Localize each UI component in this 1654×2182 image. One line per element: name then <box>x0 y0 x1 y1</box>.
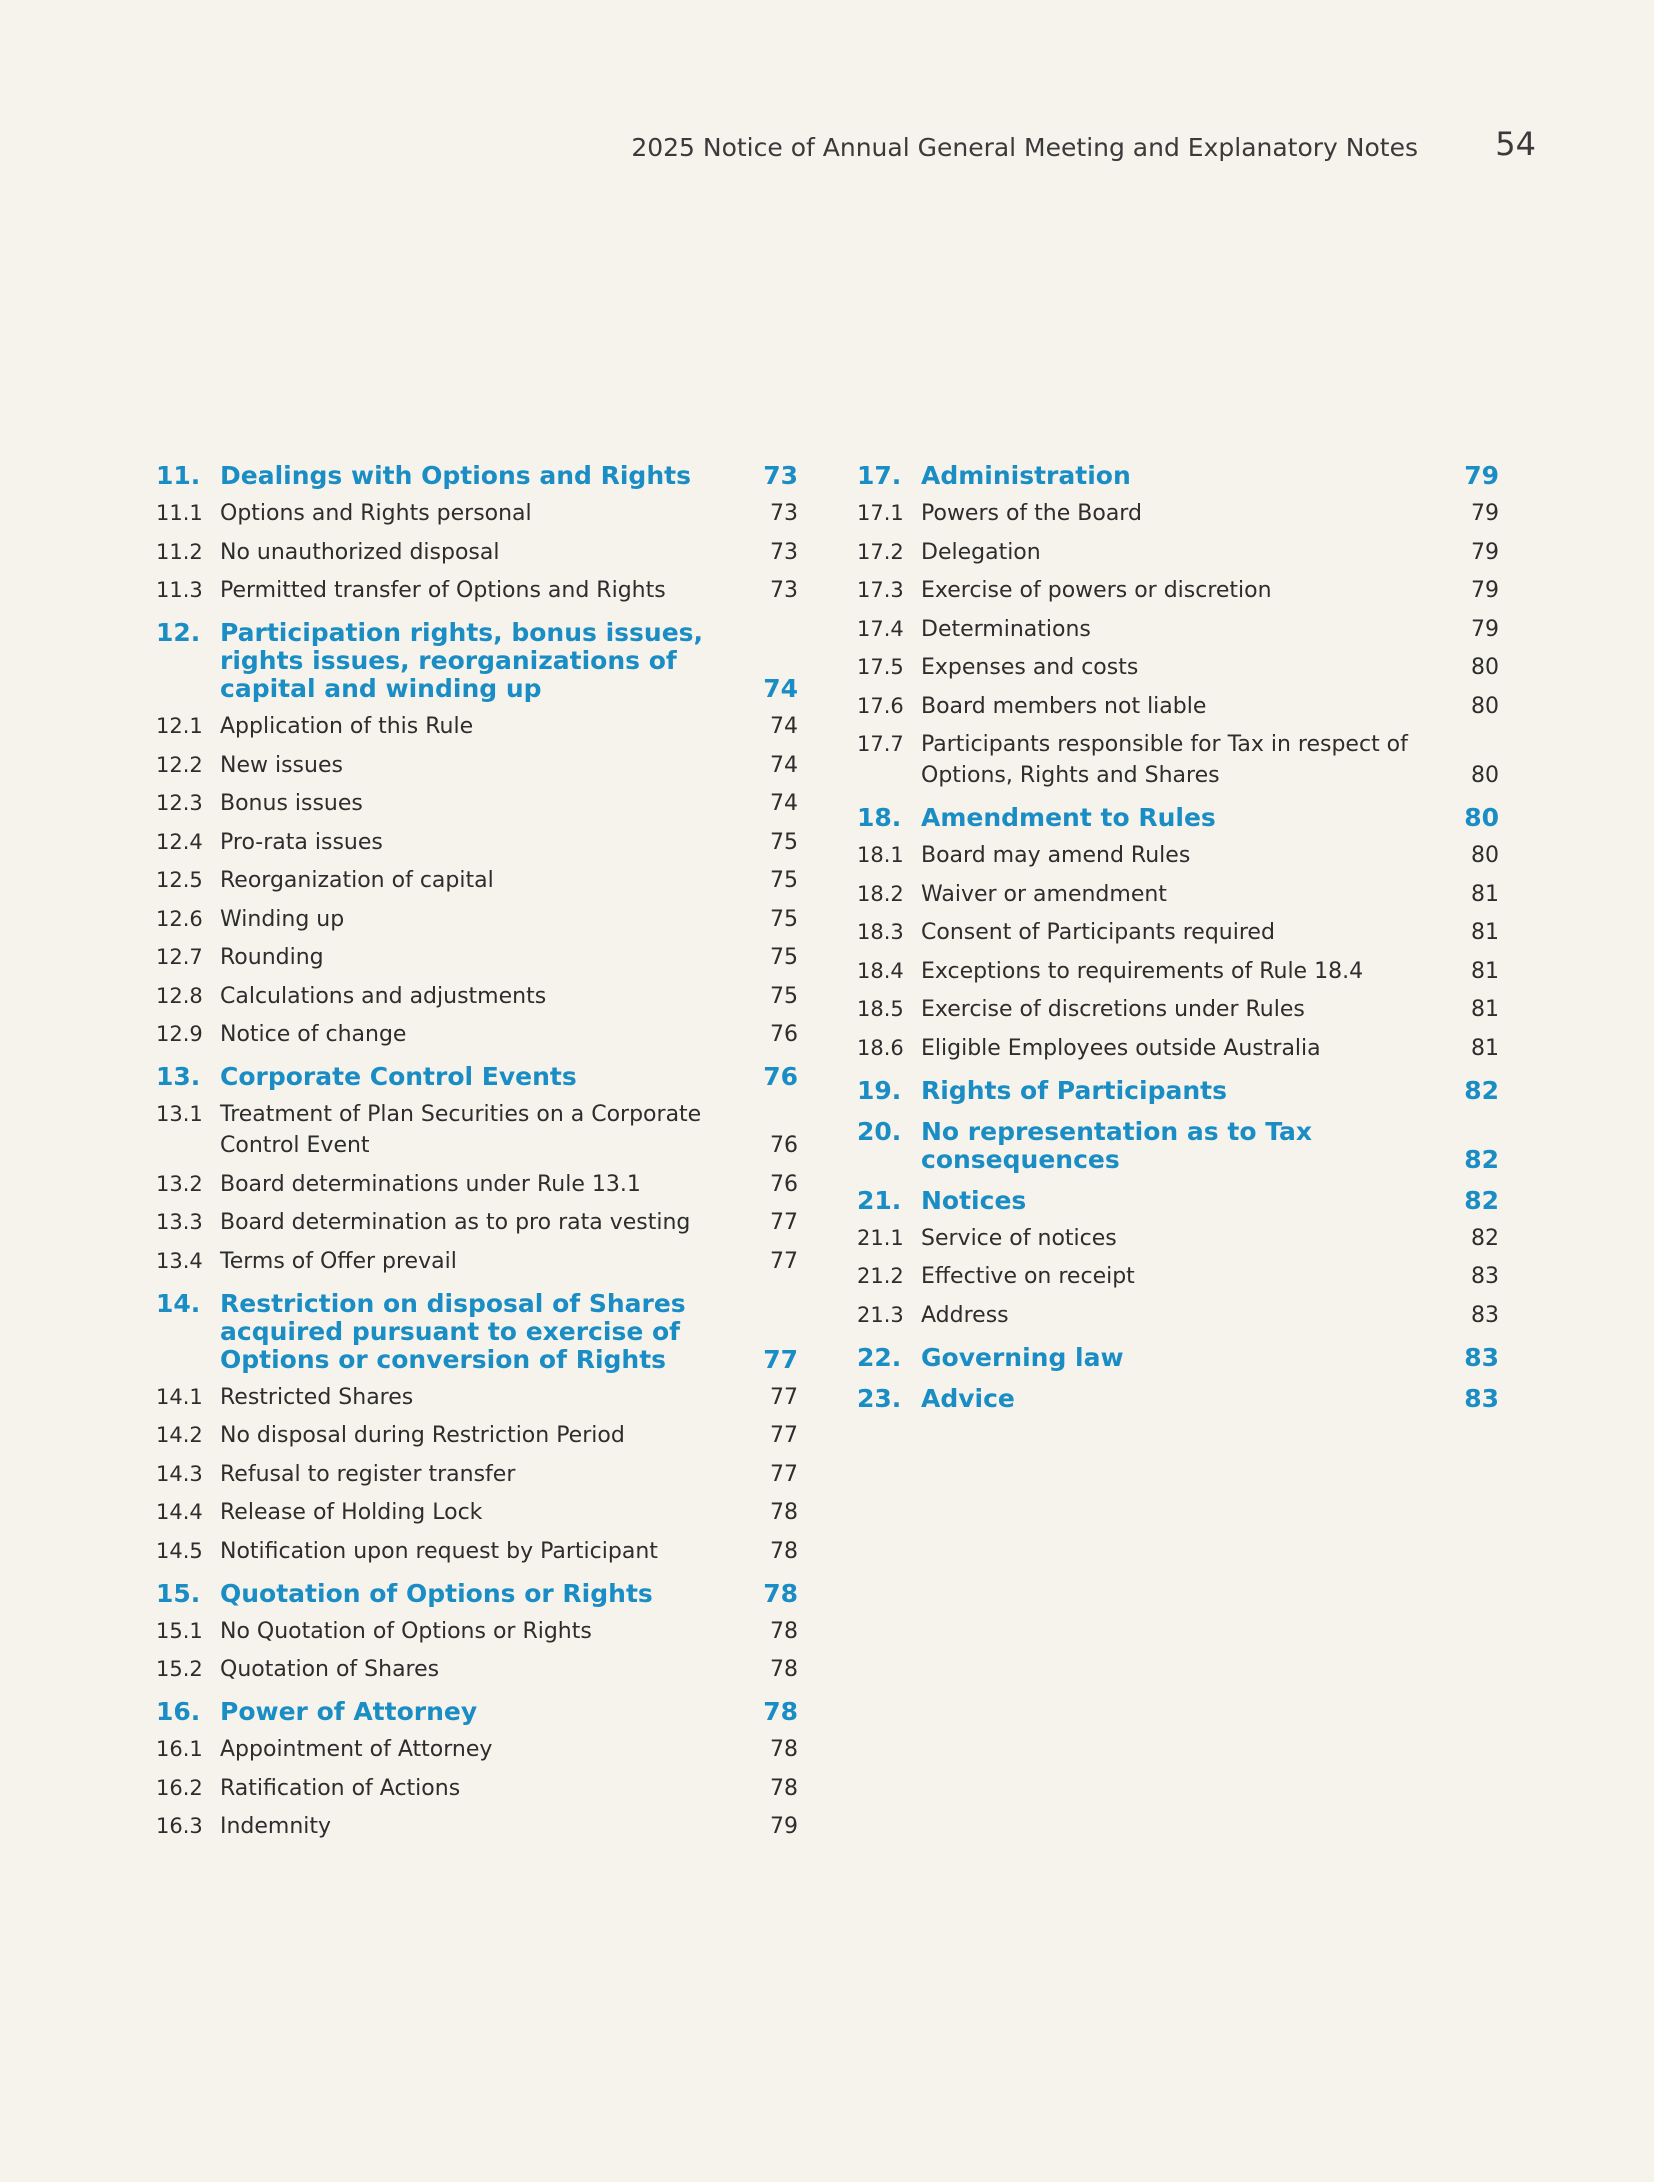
entry-title: Terms of Offer prevail <box>220 1248 457 1274</box>
entry-number: 15.2 <box>156 1657 203 1681</box>
entry-title: Bonus issues <box>220 791 363 816</box>
toc-entry[interactable] <box>156 827 798 858</box>
entry-number: 11.2 <box>156 539 203 564</box>
entry-title: Notification upon request by Participant <box>220 1538 658 1564</box>
entry-number: 17.4 <box>857 616 904 641</box>
toc-entry[interactable] <box>857 729 1499 791</box>
section-page-number: 73 <box>763 461 798 490</box>
entry-number: 12.9 <box>156 1022 203 1046</box>
toc-section <box>156 1290 798 1567</box>
entry-page-number: 81 <box>1471 997 1499 1022</box>
toc-entry[interactable] <box>857 994 1499 1025</box>
entry-number: 18.5 <box>857 997 904 1021</box>
entry-number: 16.3 <box>156 1814 203 1838</box>
section-number: 19. <box>857 1075 902 1105</box>
section-number: 15. <box>156 1578 201 1608</box>
entry-page-number: 74 <box>770 791 798 816</box>
entry-page-number: 77 <box>770 1384 798 1410</box>
toc-entry[interactable] <box>156 537 798 568</box>
section-title: Notices <box>921 1185 1027 1215</box>
toc-entry[interactable] <box>857 1223 1499 1254</box>
entry-title: Exceptions to requirements of Rule 18.4 <box>921 958 1364 984</box>
toc-section-heading[interactable] <box>857 1385 1499 1413</box>
entry-title: Quotation of Shares <box>220 1657 440 1682</box>
toc-section-heading[interactable] <box>857 804 1499 832</box>
entry-title: Calculations and adjustments <box>220 983 547 1009</box>
entry-page-number: 76 <box>770 1022 798 1047</box>
entry-number: 12.8 <box>156 983 203 1008</box>
entry-page-number: 75 <box>770 983 798 1009</box>
toc-section <box>857 804 1499 1064</box>
section-title: Participation rights, bonus issues, rights issues, reorganizations of capital and winding up <box>220 618 704 703</box>
toc-entry[interactable] <box>156 1207 798 1238</box>
entry-number: 13.2 <box>156 1171 203 1196</box>
entry-number: 13.3 <box>156 1210 203 1234</box>
entry-page-number: 82 <box>1471 1225 1499 1251</box>
entry-page-number: 77 <box>770 1423 798 1448</box>
entry-number: 17.7 <box>857 732 904 756</box>
entry-number: 11.3 <box>156 578 203 602</box>
section-title: Dealings with Options and Rights <box>220 461 691 490</box>
page-number: 54 <box>1495 125 1536 163</box>
toc-entry[interactable] <box>156 711 798 742</box>
page-header <box>0 125 1654 165</box>
entry-title: No disposal during Restriction Period <box>220 1423 625 1448</box>
toc-section-heading[interactable] <box>857 1118 1499 1174</box>
section-page-number: 82 <box>1464 1185 1499 1215</box>
section-page-number: 82 <box>1464 1075 1499 1105</box>
entry-title: Powers of the Board <box>921 501 1142 526</box>
toc-entry[interactable] <box>156 1459 798 1490</box>
entry-page-number: 81 <box>1471 958 1499 984</box>
toc-section <box>156 1580 798 1686</box>
entry-number: 21.2 <box>857 1264 904 1288</box>
section-number: 12. <box>156 618 201 647</box>
entry-title: Delegation <box>921 539 1041 565</box>
entry-page-number: 79 <box>1471 501 1499 526</box>
toc-entry[interactable] <box>156 1169 798 1200</box>
section-number: 16. <box>156 1697 201 1726</box>
toc-entry[interactable] <box>857 575 1499 606</box>
entry-page-number: 81 <box>1471 920 1499 945</box>
toc-entry[interactable] <box>156 1246 798 1277</box>
entry-number: 14.3 <box>156 1461 203 1486</box>
section-page-number: 80 <box>1464 803 1499 832</box>
section-title: Restriction on disposal of Shares acquired pursuant to exercise of Options or conversion of Rights <box>220 1288 686 1374</box>
entry-page-number: 76 <box>770 1171 798 1197</box>
entry-page-number: 73 <box>770 539 798 565</box>
section-page-number: 76 <box>763 1062 798 1091</box>
entry-title: Consent of Participants required <box>921 920 1275 945</box>
section-title: Corporate Control Events <box>220 1062 577 1091</box>
section-page-number: 82 <box>1464 1144 1499 1174</box>
section-title: Advice <box>921 1383 1015 1413</box>
toc-entry[interactable] <box>156 904 798 935</box>
entry-title: Pro-rata issues <box>220 829 383 855</box>
entry-page-number: 74 <box>770 714 798 739</box>
toc-entry[interactable] <box>156 942 798 973</box>
entry-page-number: 74 <box>770 752 798 778</box>
section-page-number: 78 <box>763 1697 798 1726</box>
entry-page-number: 77 <box>770 1461 798 1487</box>
entry-page-number: 75 <box>770 829 798 855</box>
entry-title: No Quotation of Options or Rights <box>220 1618 592 1644</box>
entry-title: Board may amend Rules <box>921 843 1191 868</box>
toc-section-heading[interactable] <box>156 1698 798 1726</box>
toc-entry[interactable] <box>857 840 1499 871</box>
entry-page-number: 79 <box>1471 616 1499 642</box>
entry-title: Permitted transfer of Options and Rights <box>220 578 666 603</box>
toc-section-heading[interactable] <box>857 1077 1499 1105</box>
toc-section <box>857 462 1499 791</box>
toc-entry[interactable] <box>156 865 798 896</box>
entry-number: 12.7 <box>156 945 203 969</box>
entry-title: Notice of change <box>220 1022 407 1047</box>
entry-number: 18.4 <box>857 958 904 983</box>
toc-section-heading[interactable] <box>156 1290 798 1374</box>
section-title: Quotation of Options or Rights <box>220 1578 653 1608</box>
entry-page-number: 75 <box>770 945 798 970</box>
toc-section-heading[interactable] <box>857 1344 1499 1372</box>
section-number: 22. <box>857 1342 902 1372</box>
entry-title: Options and Rights personal <box>220 501 532 526</box>
toc-entry[interactable] <box>156 981 798 1012</box>
section-number: 14. <box>156 1288 201 1318</box>
entry-number: 12.2 <box>156 752 203 777</box>
entry-title: Restricted Shares <box>220 1384 414 1410</box>
entry-title: Determinations <box>921 616 1091 642</box>
section-page-number: 83 <box>1464 1342 1499 1372</box>
entry-page-number: 78 <box>770 1657 798 1682</box>
toc-entry[interactable] <box>857 917 1499 948</box>
entry-title: Service of notices <box>921 1225 1117 1251</box>
section-title: Governing law <box>921 1342 1124 1372</box>
entry-title: Reorganization of capital <box>220 868 494 893</box>
toc-entry[interactable] <box>156 788 798 819</box>
entry-title: No unauthorized disposal <box>220 539 500 565</box>
toc-entry[interactable] <box>857 498 1499 529</box>
entry-number: 12.3 <box>156 791 203 815</box>
toc-section <box>857 1077 1499 1105</box>
toc-entry[interactable] <box>156 1420 798 1451</box>
entry-page-number: 75 <box>770 868 798 893</box>
entry-number: 17.6 <box>857 693 904 718</box>
toc-column-left <box>156 462 798 1855</box>
toc-entry[interactable] <box>156 498 798 529</box>
section-page-number: 79 <box>1464 461 1499 490</box>
entry-number: 18.3 <box>857 920 904 944</box>
toc-section <box>857 1187 1499 1331</box>
entry-title: Appointment of Attorney <box>220 1737 493 1762</box>
entry-number: 12.5 <box>156 868 203 892</box>
entry-page-number: 83 <box>1471 1302 1499 1328</box>
entry-title: Expenses and costs <box>921 655 1139 680</box>
toc-entry[interactable] <box>156 1616 798 1647</box>
entry-page-number: 80 <box>1471 693 1499 719</box>
section-page-number: 83 <box>1464 1383 1499 1413</box>
entry-title: Board determination as to pro rata vesting <box>220 1210 691 1235</box>
toc-entry[interactable] <box>857 956 1499 987</box>
entry-number: 13.1 <box>156 1102 203 1126</box>
entry-page-number: 81 <box>1471 881 1499 907</box>
section-number: 18. <box>857 803 902 832</box>
entry-page-number: 77 <box>770 1210 798 1235</box>
entry-number: 14.4 <box>156 1500 203 1524</box>
entry-page-number: 80 <box>1471 843 1499 868</box>
section-title: Amendment to Rules <box>921 803 1216 832</box>
entry-title: Participants responsible for Tax in respect of Options, Rights and Shares <box>921 732 1408 788</box>
entry-page-number: 73 <box>770 578 798 603</box>
entry-page-number: 78 <box>770 1618 798 1644</box>
toc-entry[interactable] <box>857 537 1499 568</box>
entry-page-number: 78 <box>770 1538 798 1564</box>
section-number: 20. <box>857 1116 902 1146</box>
entry-page-number: 79 <box>1471 578 1499 603</box>
section-number: 13. <box>156 1062 201 1091</box>
section-number: 17. <box>857 461 902 490</box>
toc-section <box>857 1344 1499 1372</box>
entry-title: Winding up <box>220 906 345 932</box>
section-page-number: 78 <box>763 1578 798 1608</box>
entry-title: Refusal to register transfer <box>220 1461 516 1487</box>
entry-number: 17.2 <box>857 539 904 564</box>
entry-page-number: 79 <box>1471 539 1499 565</box>
entry-number: 18.6 <box>857 1035 904 1060</box>
toc-section <box>156 462 798 606</box>
toc-entry[interactable] <box>156 575 798 606</box>
toc-section-heading[interactable] <box>156 1063 798 1091</box>
entry-title: Application of this Rule <box>220 714 474 739</box>
entry-title: Release of Holding Lock <box>220 1500 483 1525</box>
entry-page-number: 73 <box>770 501 798 526</box>
toc-entry[interactable] <box>156 1734 798 1765</box>
entry-number: 21.1 <box>857 1225 904 1250</box>
toc-section-heading[interactable] <box>156 1580 798 1608</box>
entry-page-number: 75 <box>770 906 798 932</box>
entry-title: Eligible Employees outside Australia <box>921 1035 1321 1061</box>
toc-section <box>857 1118 1499 1174</box>
toc-section-heading[interactable] <box>857 462 1499 490</box>
section-title: Administration <box>921 461 1131 490</box>
toc-entry[interactable] <box>156 1654 798 1685</box>
entry-title: Effective on receipt <box>921 1264 1135 1289</box>
entry-number: 18.1 <box>857 843 904 867</box>
entry-page-number: 79 <box>770 1814 798 1839</box>
toc-section <box>156 619 798 1050</box>
entry-title: Rounding <box>220 945 324 970</box>
entry-number: 12.6 <box>156 906 203 931</box>
toc-entry[interactable] <box>857 1261 1499 1292</box>
toc-section-heading[interactable] <box>857 1187 1499 1215</box>
entry-title: New issues <box>220 752 343 778</box>
section-number: 23. <box>857 1383 902 1413</box>
entry-title: Waiver or amendment <box>921 881 1167 907</box>
entry-number: 16.2 <box>156 1775 203 1800</box>
entry-page-number: 78 <box>770 1775 798 1801</box>
toc-entry[interactable] <box>156 1497 798 1528</box>
toc-entry[interactable] <box>156 1099 798 1161</box>
section-page-number: 74 <box>763 674 798 703</box>
entry-number: 14.5 <box>156 1538 203 1563</box>
entry-title: Exercise of discretions under Rules <box>921 997 1305 1022</box>
toc-entry[interactable] <box>857 1300 1499 1331</box>
toc-section-heading[interactable] <box>156 619 798 703</box>
entry-title: Treatment of Plan Securities on a Corporate Control Event <box>220 1102 702 1158</box>
section-number: 11. <box>156 461 201 490</box>
toc-entry[interactable] <box>857 1033 1499 1064</box>
entry-number: 17.5 <box>857 655 904 679</box>
entry-number: 16.1 <box>156 1737 203 1761</box>
toc-entry[interactable] <box>156 1773 798 1804</box>
toc-entry[interactable] <box>156 1536 798 1567</box>
entry-title: Ratification of Actions <box>220 1775 461 1801</box>
section-title: No representation as to Tax consequences <box>921 1116 1313 1174</box>
toc-entry[interactable] <box>156 1382 798 1413</box>
entry-page-number: 78 <box>770 1500 798 1525</box>
entry-number: 18.2 <box>857 881 904 906</box>
toc-entry[interactable] <box>857 614 1499 645</box>
toc-column-right <box>857 462 1499 1426</box>
entry-number: 21.3 <box>857 1302 904 1327</box>
entry-page-number: 76 <box>770 1133 798 1158</box>
entry-page-number: 80 <box>1471 655 1499 680</box>
section-title: Power of Attorney <box>220 1697 478 1726</box>
section-number: 21. <box>857 1185 902 1215</box>
document-title: 2025 Notice of Annual General Meeting and Explanatory Notes <box>631 133 1418 162</box>
entry-number: 17.3 <box>857 578 904 602</box>
toc-section <box>156 1063 798 1277</box>
toc-entry[interactable] <box>156 750 798 781</box>
section-title: Rights of Participants <box>921 1075 1227 1105</box>
entry-number: 13.4 <box>156 1248 203 1273</box>
entry-number: 12.4 <box>156 829 203 854</box>
toc-entry[interactable] <box>156 1019 798 1050</box>
entry-page-number: 78 <box>770 1737 798 1762</box>
entry-title: Board members not liable <box>921 693 1207 719</box>
toc-entry[interactable] <box>857 879 1499 910</box>
entry-number: 12.1 <box>156 714 203 738</box>
entry-title: Indemnity <box>220 1814 332 1839</box>
entry-page-number: 81 <box>1471 1035 1499 1061</box>
section-page-number: 77 <box>763 1344 798 1374</box>
entry-number: 17.1 <box>857 501 904 525</box>
entry-page-number: 80 <box>1471 763 1499 788</box>
entry-number: 15.1 <box>156 1618 203 1643</box>
entry-number: 11.1 <box>156 501 203 525</box>
entry-title: Board determinations under Rule 13.1 <box>220 1171 641 1197</box>
toc-entry[interactable] <box>857 652 1499 683</box>
toc-section-heading[interactable] <box>156 462 798 490</box>
toc-entry[interactable] <box>857 691 1499 722</box>
entry-title: Address <box>921 1302 1009 1328</box>
toc-entry[interactable] <box>156 1811 798 1842</box>
toc-section <box>156 1698 798 1842</box>
entry-number: 14.2 <box>156 1423 203 1447</box>
entry-page-number: 77 <box>770 1248 798 1274</box>
entry-page-number: 83 <box>1471 1264 1499 1289</box>
entry-title: Exercise of powers or discretion <box>921 578 1272 603</box>
toc-section <box>857 1385 1499 1413</box>
entry-number: 14.1 <box>156 1384 203 1409</box>
